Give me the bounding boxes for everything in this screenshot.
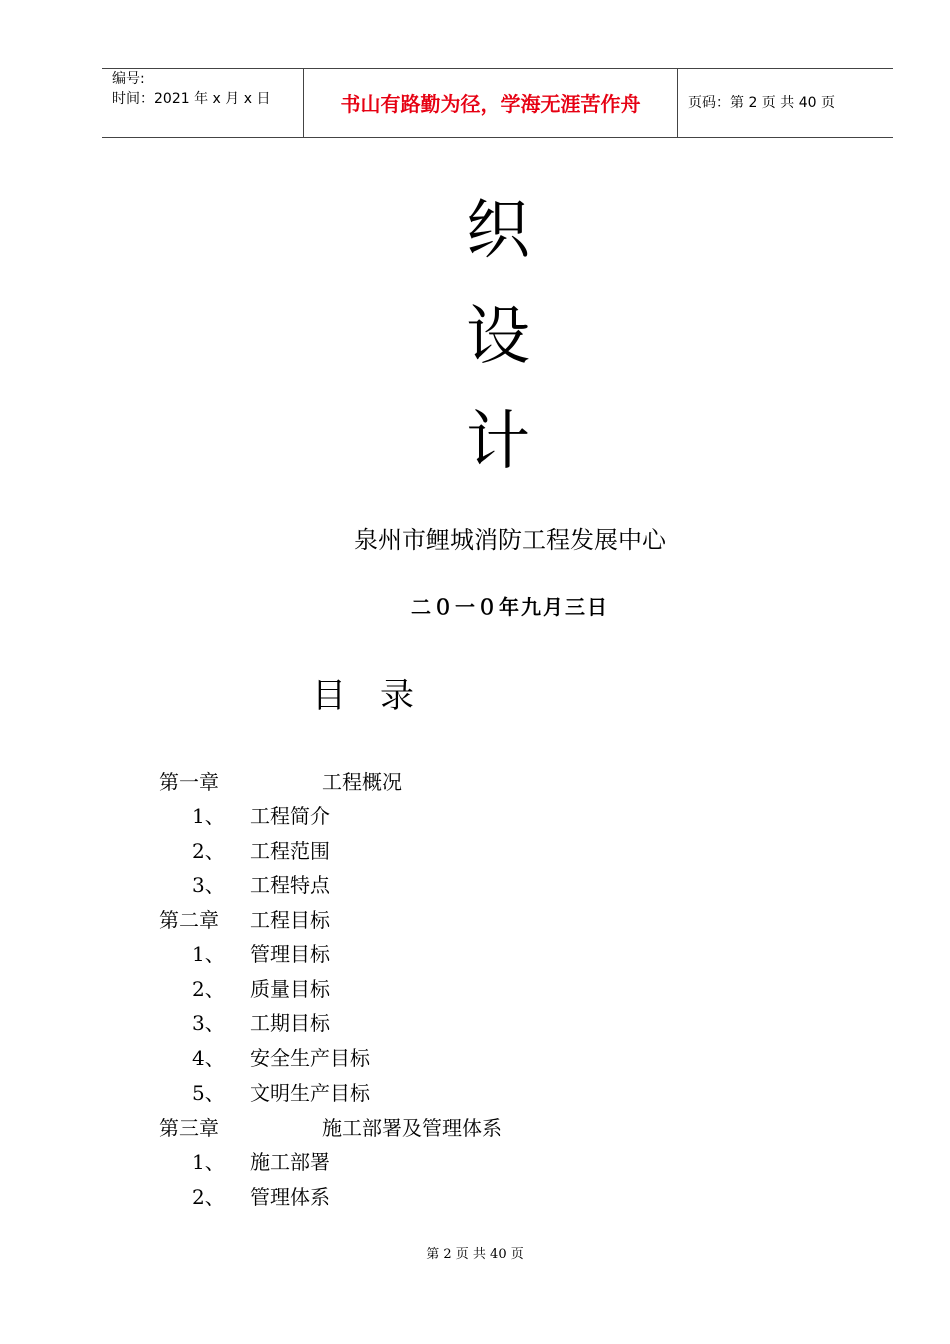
- page-footer: 第 2 页 共 40 页: [426, 1247, 524, 1262]
- toc-item-number: 2、: [192, 839, 225, 863]
- toc-item-text: 质量目标: [250, 977, 330, 1001]
- toc-item-text: 工程范围: [250, 839, 330, 863]
- organization-name: 泉州市鲤城消防工程发展中心: [354, 526, 666, 554]
- toc-item-text: 施工部署: [250, 1150, 330, 1174]
- title-char-3: 计: [466, 405, 530, 479]
- toc-item-number: 2、: [192, 977, 225, 1001]
- title-char-2: 设: [466, 300, 530, 374]
- document-time-label: 时间：2021 年 x 月 x 日: [112, 91, 271, 107]
- header-page-cell: [678, 69, 893, 137]
- toc-item-number: 5、: [192, 1081, 225, 1105]
- header-page-info: 页码：第 2 页 共 40 页: [688, 95, 835, 111]
- toc-item-number: 2、: [192, 1185, 225, 1209]
- toc-item-text: 工程特点: [250, 873, 330, 897]
- toc-item-number: 1、: [192, 1150, 225, 1174]
- chapter-title: 施工部署及管理体系: [322, 1116, 502, 1140]
- toc-item-number: 3、: [192, 873, 225, 897]
- toc-title: 目 录: [312, 676, 414, 716]
- chapter-label: 第一章: [159, 770, 219, 794]
- toc-item-text: 工程简介: [250, 804, 330, 828]
- toc-item-text: 安全生产目标: [250, 1046, 370, 1070]
- toc-item-number: 3、: [192, 1011, 225, 1035]
- document-date: 二０一０年九月三日: [411, 595, 609, 619]
- toc-item-number: 1、: [192, 804, 225, 828]
- chapter-title: 工程目标: [250, 908, 330, 932]
- header-motto-cell: [304, 69, 678, 137]
- header-info-cell: [102, 69, 304, 137]
- chapter-title: 工程概况: [322, 770, 402, 794]
- chapter-label: 第二章: [159, 908, 219, 932]
- toc-item-text: 文明生产目标: [250, 1081, 370, 1105]
- document-number-label: 编号:: [112, 71, 145, 87]
- toc-item-text: 管理体系: [250, 1185, 330, 1209]
- page-header: [102, 68, 893, 138]
- chapter-label: 第三章: [159, 1116, 219, 1140]
- toc-item-number: 1、: [192, 942, 225, 966]
- toc-item-text: 工期目标: [250, 1011, 330, 1035]
- title-char-1: 织: [466, 194, 530, 268]
- header-motto: 书山有路勤为径，学海无涯苦作舟: [340, 92, 641, 116]
- toc-item-text: 管理目标: [250, 942, 330, 966]
- toc-item-number: 4、: [192, 1046, 225, 1070]
